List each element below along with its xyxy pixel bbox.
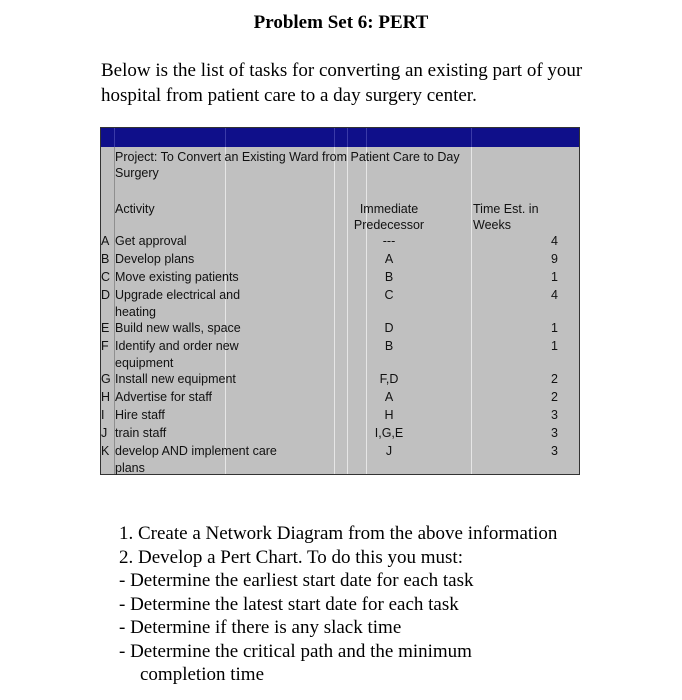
subitem: - Determine the earliest start date for each task (119, 570, 474, 591)
row-letter: K (101, 444, 110, 458)
row-predecessor: D (384, 321, 394, 335)
row-time: 3 (551, 444, 558, 458)
row-predecessor: --- (382, 234, 396, 248)
row-predecessor: B (384, 339, 394, 353)
row-time: 3 (551, 408, 558, 422)
row-time: 9 (551, 252, 558, 266)
task-instructions (119, 522, 599, 687)
table-header-bar (101, 128, 579, 147)
row-activity: Identify and order new equipment (115, 339, 239, 370)
column-header-time: Time Est. in Weeks (473, 202, 539, 232)
instruction-2: 2. Develop a Pert Chart. To do this you must: (119, 546, 463, 568)
row-letter: I (101, 408, 105, 422)
row-predecessor: F,D (379, 372, 399, 386)
row-predecessor: B (384, 270, 394, 284)
page-title: Problem Set 6: PERT (253, 12, 429, 33)
row-activity: Hire staff (115, 408, 165, 422)
subitem: - Determine the critical path and the minimum (119, 640, 472, 662)
row-time: 4 (551, 234, 558, 248)
row-letter: H (101, 390, 111, 404)
task-table (100, 127, 580, 475)
subitem: - Determine if there is any slack time (119, 617, 402, 638)
subitem: - Determine the latest start date for each task (119, 593, 459, 615)
row-letter: E (101, 321, 110, 335)
row-time: 2 (551, 372, 558, 386)
row-letter: F (101, 339, 109, 353)
instruction-1: 1. Create a Network Diagram from the above information (119, 523, 558, 544)
row-letter: A (101, 234, 110, 248)
row-activity: Develop plans (115, 252, 195, 266)
row-predecessor: H (384, 408, 394, 422)
column-header-predecessor: Immediate Predecessor (353, 202, 425, 232)
row-activity: train staff (115, 426, 167, 440)
row-activity: Advertise for staff (115, 390, 213, 404)
row-time: 3 (551, 426, 558, 440)
row-time: 1 (551, 270, 558, 284)
row-letter: G (101, 372, 111, 386)
row-activity: Install new equipment (115, 372, 236, 386)
column-header-activity: Activity (115, 202, 155, 216)
row-time: 1 (551, 321, 558, 335)
row-predecessor: J (385, 444, 393, 458)
subitem-continuation: completion time (140, 664, 265, 685)
row-activity: Get approval (115, 234, 187, 248)
row-letter: B (101, 252, 110, 266)
row-time: 2 (551, 390, 558, 404)
row-letter: C (101, 270, 111, 284)
row-activity: Build new walls, space (115, 321, 241, 335)
row-predecessor: I,G,E (374, 426, 404, 440)
row-predecessor: A (384, 252, 394, 266)
row-predecessor: A (384, 390, 394, 404)
row-activity: develop AND implement care plans (115, 444, 277, 475)
row-letter: D (101, 288, 111, 302)
intro-paragraph: Below is the list of tasks for converting an existing part of your hospital from patient care to a day surgery center. (101, 60, 583, 106)
project-title: Project: To Convert an Existing Ward from Patient Care to Day Surgery (115, 150, 460, 180)
row-letter: J (101, 426, 108, 440)
row-activity: Move existing patients (115, 270, 239, 284)
row-predecessor: C (384, 288, 394, 302)
row-activity: Upgrade electrical and heating (115, 288, 241, 319)
row-time: 1 (551, 339, 558, 353)
row-time: 4 (551, 288, 558, 302)
